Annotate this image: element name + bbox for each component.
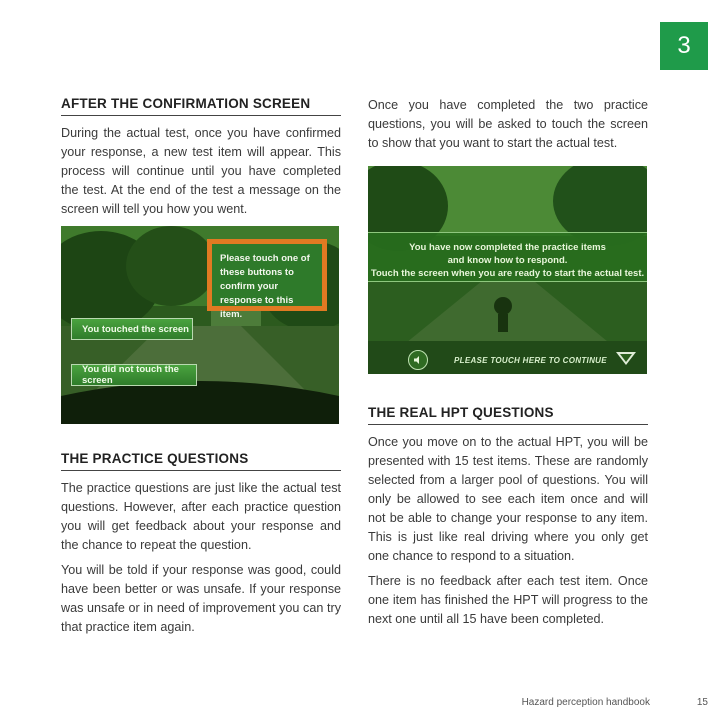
section-paragraph: The practice questions are just like the actual test questions. However, after each practice question you will get feedback about your response and the chance to repeat the question. <box>61 481 341 552</box>
banner-line: You have now completed the practice items <box>409 242 606 253</box>
section-paragraph: Once you move on to the actual HPT, you will be presented with 15 test items. These are randomly selected from a larger pool of questions. You will only be allowed to see each item once and will not be able to change your response to any item. This is just like real driving where you only get one chance to respond to a situation. <box>368 435 648 563</box>
section-paragraph: There is no feedback after each test item. Once one item has finished the HPT will progress to the next one until all 15 have been completed. <box>368 574 648 626</box>
intro-paragraph: Once you have completed the two practice questions, you will be asked to touch the screen to show that you want to start the actual test. <box>368 98 648 150</box>
continue-button[interactable]: PLEASE TOUCH HERE TO CONTINUE <box>454 356 607 365</box>
section-heading: THE REAL HPT QUESTIONS <box>368 405 648 425</box>
section-paragraph: During the actual test, once you have confirmed your response, a new test item will appear. This process will continue until you have completed the test. At the end of the test a message on the screen will tell you how you went. <box>61 126 341 216</box>
section-real-hpt <box>368 405 648 629</box>
practice-complete-banner <box>368 232 647 282</box>
chapter-tab <box>660 22 708 70</box>
chapter-number: 3 <box>677 32 691 59</box>
you-did-not-touch-button[interactable]: You did not touch the screen <box>71 364 197 386</box>
banner-line: Touch the screen when you are ready to start the actual test. <box>370 268 645 279</box>
page-number: 15 <box>696 697 708 708</box>
screenshot-practice-complete <box>368 166 647 374</box>
you-touched-button[interactable]: You touched the screen <box>71 318 193 340</box>
speaker-icon[interactable] <box>408 350 428 370</box>
section-paragraph: You will be told if your response was good, could have been better or was unsafe. If your response was unsafe or in need of improvement you can try that practice item again. <box>61 563 341 634</box>
logo-icon <box>616 350 636 366</box>
section-heading: AFTER THE CONFIRMATION SCREEN <box>61 96 341 116</box>
banner-line: and know how to respond. <box>447 255 568 266</box>
confirm-message-text: Please touch one of these buttons to confirm your response to this item. <box>212 244 322 306</box>
section-after-confirmation <box>61 96 341 219</box>
footer-title: Hazard perception handbook <box>521 697 650 708</box>
intro-text-block <box>368 96 648 153</box>
section-heading: THE PRACTICE QUESTIONS <box>61 451 341 471</box>
confirm-message-box <box>207 239 327 320</box>
section-practice-questions <box>61 451 341 637</box>
screenshot-confirmation <box>61 226 339 424</box>
